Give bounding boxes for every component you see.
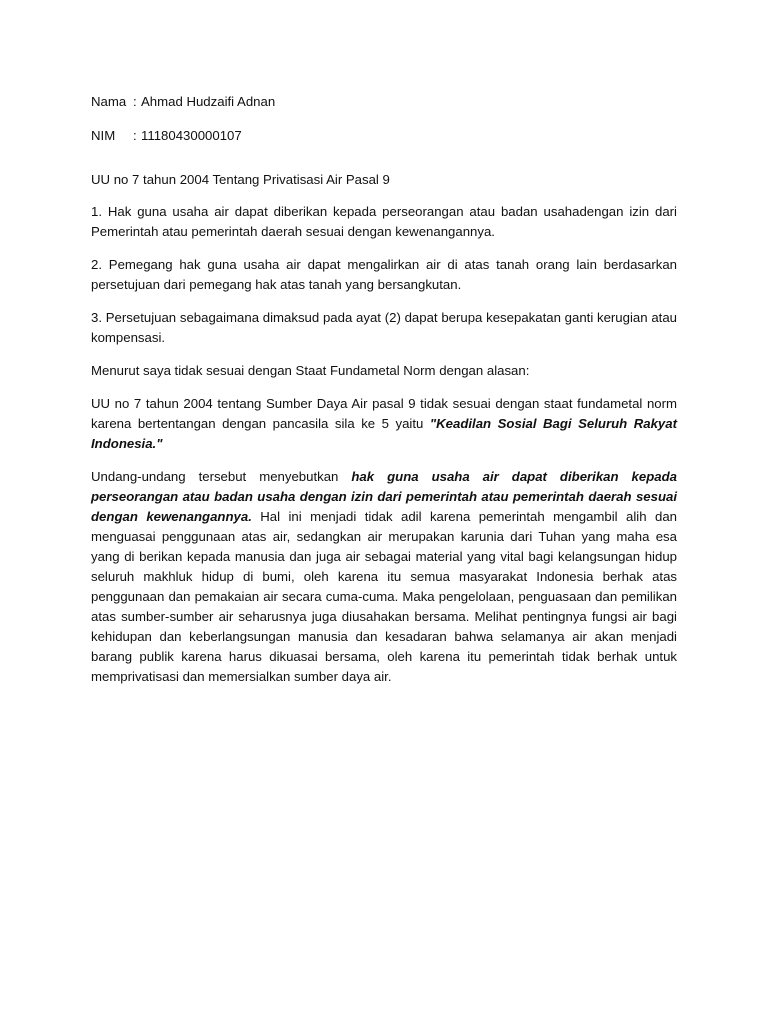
nama-label: Nama xyxy=(91,94,127,109)
nim-separator: : xyxy=(133,128,137,143)
law-title: UU no 7 tahun 2004 Tentang Privatisasi Air Pasal 9 xyxy=(91,172,390,187)
opinion-p2-lead: Undang-undang tersebut menyebutkan xyxy=(91,469,352,484)
nama-value: Ahmad Hudzaifi Adnan xyxy=(141,94,276,109)
nim-value: 11180430000107 xyxy=(141,128,242,143)
opinion-p1-emphasis: "Keadilan Sosial Bagi Seluruh Rakyat Indonesia." xyxy=(91,416,677,451)
opinion-p2-rest: Hal ini menjadi tidak adil karena pemerintah mengambil alih dan menguasai penggunaan atas air, sedangkan air merupakan karunia dari Tuhan yang maha esa yang di berikan kepada manusia dan juga air sebagai material yang vital bagi kelangsungan hidup seluruh makhluk hidup di bumi, oleh karena itu semua masyarakat Indonesia berhak atas penggunaan dan pemakaian air secara cuma-cuma. Maka pengelolaan, penguasaan dan pemilikan atas sumber-sumber air seharusnya juga diusahakan bersama. Melihat pentingnya fungsi air bagi kehidupan dan keberlangsungan manusia dan kesadaran bahwa selamanya air akan menjadi barang publik karena harus dikuasai bersama, oleh karena itu pemerintah tidak berhak untuk memprivatisasi dan memersialkan sumber daya air. xyxy=(91,509,677,684)
document-body xyxy=(91,92,677,700)
opinion-paragraph-1 xyxy=(91,394,677,454)
law-item-2: 2. Pemegang hak guna usaha air dapat mengalirkan air di atas tanah orang lain berdasarkan persetujuan dari pemegang hak atas tanah yang bersangkutan. xyxy=(91,257,677,292)
law-item-3: 3. Persetujuan sebagaimana dimaksud pada ayat (2) dapat berupa kesepakatan ganti kerugian atau kompensasi. xyxy=(91,310,677,345)
opinion-paragraph-2 xyxy=(91,467,677,687)
nim-row xyxy=(91,126,677,146)
nama-row xyxy=(91,92,677,112)
opinion-p1-text: UU no 7 tahun 2004 tentang Sumber Daya Air pasal 9 tidak sesuai dengan staat fundametal norm karena bertentangan dengan pancasila sila ke 5 yaitu xyxy=(91,396,677,431)
law-item-1: 1. Hak guna usaha air dapat diberikan kepada perseorangan atau badan usahadengan izin dari Pemerintah atau pemerintah daerah sesuai dengan kewenangannya. xyxy=(91,204,677,239)
opinion-intro: Menurut saya tidak sesuai dengan Staat Fundametal Norm dengan alasan: xyxy=(91,363,530,378)
opinion-p2-emphasis: hak guna usaha air dapat diberikan kepada perseorangan atau badan usaha dengan izin dari pemerintah atau pemerintah daerah sesuai dengan kewenangannya. xyxy=(91,469,677,524)
nim-label: NIM xyxy=(91,128,116,143)
nama-separator: : xyxy=(133,94,137,109)
